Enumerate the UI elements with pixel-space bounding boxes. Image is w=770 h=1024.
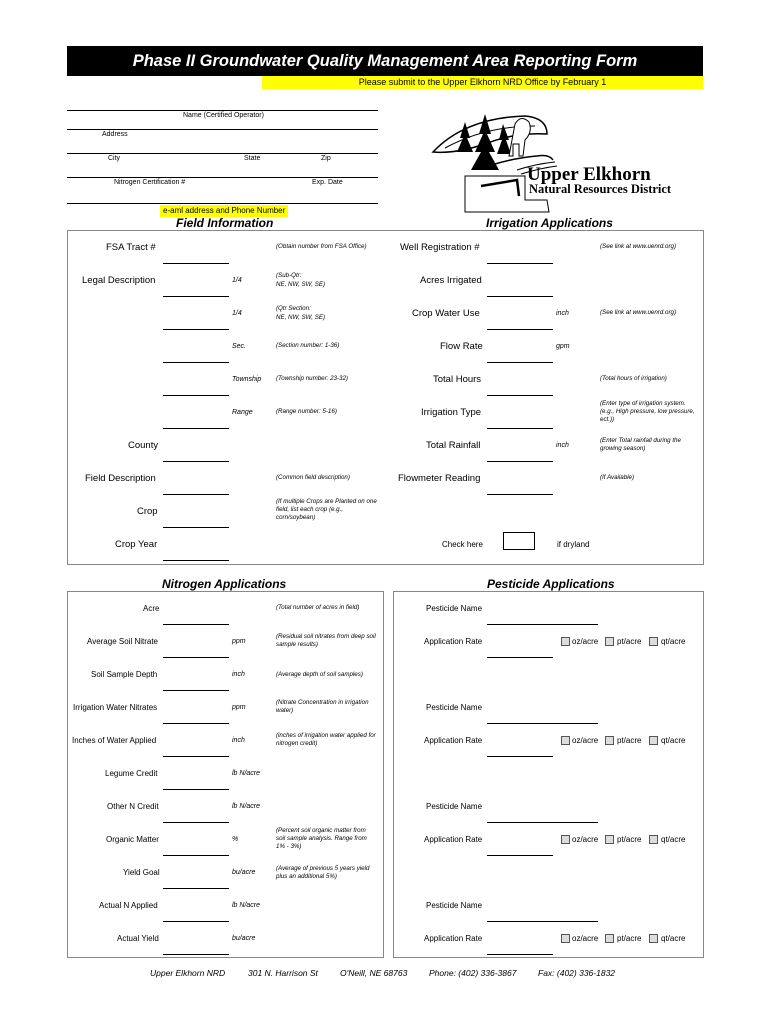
legume-credit-input[interactable] [163,789,229,790]
pt-acre-checkbox[interactable] [605,637,614,646]
total-rainfall-unit: inch [556,442,569,449]
qtr-note-2: NE, NW, SW, SE) [276,314,326,321]
acres-irrigated-input[interactable] [487,296,553,297]
pesticide-name-label: Pesticide Name [426,802,483,811]
fsa-tract-input[interactable] [163,263,229,264]
crop-water-use-note: (See link at www.uenrd.org) [600,309,677,316]
sub-qtr-note-1: (Sub-Qtr: [276,272,302,279]
pesticide-name-label: Pesticide Name [426,703,483,712]
state-label: State [244,155,261,162]
water-nitrates-unit: ppm [232,704,246,711]
pesticide-name-input[interactable] [487,822,598,823]
name-label: Name (Certified Operator) [183,112,264,119]
application-rate-label: Application Rate [424,736,483,745]
application-rate-label: Application Rate [424,835,483,844]
footer-street: 301 N. Harrison St [248,968,318,978]
qt-acre-checkbox[interactable] [649,637,658,646]
oz-acre-label: oz/acre [572,934,599,943]
footer-city: O'Neill, NE 68763 [340,968,408,978]
actual-n-unit: lb N/acre [232,902,261,909]
qt-acre-label: qt/acre [661,835,686,844]
email-line[interactable] [67,203,378,204]
crop-water-use-label: Crop Water Use [412,308,480,319]
field-information-title: Field Information [176,216,274,230]
total-rainfall-label: Total Rainfall [426,440,481,451]
legume-credit-unit: lb N/acre [232,770,261,777]
name-line[interactable] [67,110,378,111]
footer-org: Upper Elkhorn NRD [150,968,226,978]
qtr-unit: 1/4 [232,310,242,317]
water-nitrates-label: Irrigation Water Nitrates [73,703,158,712]
well-registration-note: (See link at www.uenrd.org) [600,243,677,250]
address-label: Address [102,131,128,138]
flow-rate-label: Flow Rate [440,341,483,352]
irrigation-type-note: (Enter type of irrigation system. (e.g., High pressure, low pressure, ect.)) [600,400,695,423]
pesticide-name-input[interactable] [487,723,598,724]
check-here-label: Check here [442,540,483,549]
soil-nitrate-note: (Residual soil nitrates from deep soil sample results) [276,633,376,648]
range-note: (Range number: 5-16) [276,408,337,415]
other-n-credit-unit: lb N/acre [232,803,261,810]
pesticide-name-input[interactable] [487,921,598,922]
organic-matter-unit: % [232,836,239,843]
flowmeter-reading-input[interactable] [487,494,553,495]
yield-goal-input[interactable] [163,888,229,889]
county-input[interactable] [163,461,229,462]
logo-graphic-icon [425,104,695,214]
actual-n-input[interactable] [163,921,229,922]
township-input[interactable] [163,395,229,396]
actual-n-label: Actual N Applied [99,901,158,910]
fsa-tract-label: FSA Tract # [106,242,156,253]
pt-acre-checkbox[interactable] [605,736,614,745]
application-rate-label: Application Rate [424,637,483,646]
nitrogen-applications-title: Nitrogen Applications [162,577,287,591]
pesticide-name-label: Pesticide Name [426,604,483,613]
total-hours-label: Total Hours [433,374,482,385]
yield-goal-label: Yield Goal [123,868,160,877]
oz-acre-checkbox[interactable] [561,736,570,745]
flow-rate-unit: gpm [556,343,570,350]
total-rainfall-input[interactable] [487,461,553,462]
qtr-input[interactable] [163,329,229,330]
range-unit: Range [232,409,253,416]
soil-depth-unit: inch [232,671,245,678]
organic-matter-label: Organic Matter [106,835,159,844]
footer-phone: Phone: (402) 336-3867 [429,968,517,978]
city-line[interactable] [67,153,378,154]
irrigation-type-input[interactable] [487,428,553,429]
water-nitrates-input[interactable] [163,723,229,724]
pesticide-name-label: Pesticide Name [426,901,483,910]
section-unit: Sec. [232,343,247,350]
organic-matter-input[interactable] [163,855,229,856]
actual-yield-label: Actual Yield [117,934,159,943]
water-nitrates-note: (Nitrate Concentration in irrigation water) [276,699,369,714]
oz-acre-checkbox[interactable] [561,637,570,646]
application-rate-input[interactable] [487,954,553,955]
city-label: City [108,155,121,162]
flow-rate-input[interactable] [487,362,553,363]
crop-note: (If multiple Crops are Planted on one field, list each crop (e.g., corn/soybean) [276,498,377,521]
other-n-credit-input[interactable] [163,822,229,823]
logo-name-line2: Natural Resources District [529,182,672,196]
irrigation-applications-title: Irrigation Applications [486,216,613,230]
well-registration-label: Well Registration # [400,242,480,253]
field-description-label: Field Description [85,473,156,484]
soil-nitrate-label: Average Soil Nitrate [87,637,158,646]
qt-acre-checkbox[interactable] [649,835,658,844]
flowmeter-reading-note: (If Available) [600,474,635,481]
organic-matter-note: (Percent soil organic matter from soil sample analysis. Range from 1% - 3%) [276,827,367,850]
pt-acre-checkbox[interactable] [605,835,614,844]
cert-line[interactable] [67,177,378,178]
email-label: e-aml address and Phone Number [160,205,288,217]
irrigation-type-label: Irrigation Type [421,407,482,418]
field-irrigation-box [67,230,704,565]
form-subtitle: Please submit to the Upper Elkhorn NRD Office by February 1 [262,76,703,89]
actual-yield-input[interactable] [163,954,229,955]
other-n-credit-label: Other N Credit [107,802,159,811]
soil-nitrate-input[interactable] [163,657,229,658]
zip-label: Zip [321,155,331,162]
legume-credit-label: Legume Credit [105,769,158,778]
pt-acre-label: pt/acre [617,637,642,646]
form-title: Phase II Groundwater Quality Management Area Reporting Form [67,46,703,76]
oz-acre-checkbox[interactable] [561,835,570,844]
water-applied-label: Inches of Water Applied [72,736,157,745]
application-rate-input[interactable] [487,657,553,658]
oz-acre-label: oz/acre [572,736,599,745]
acres-irrigated-label: Acres Irrigated [420,275,482,286]
water-applied-note: (inches of irrigation water applied for nitrogen credit) [276,732,376,747]
legal-description-label: Legal Description [82,275,156,286]
pt-acre-label: pt/acre [617,934,642,943]
soil-depth-label: Soil Sample Depth [91,670,158,679]
sub-qtr-unit: 1/4 [232,277,242,284]
acre-label: Acre [143,604,160,613]
qt-acre-label: qt/acre [661,934,686,943]
qt-acre-checkbox[interactable] [649,736,658,745]
range-input[interactable] [163,428,229,429]
soil-nitrate-unit: ppm [232,638,246,645]
township-note: (Township number: 23-32) [276,375,348,382]
flowmeter-reading-label: Flowmeter Reading [398,473,481,484]
nrd-logo [425,104,695,214]
section-note: (Section number: 1-36) [276,342,340,349]
soil-depth-note: (Average depth of soil samples) [276,671,363,678]
oz-acre-checkbox[interactable] [561,934,570,943]
crop-water-use-input[interactable] [487,329,553,330]
total-hours-input[interactable] [487,395,553,396]
qtr-note-1: (Qtr Section: [276,305,311,312]
fsa-tract-note: (Obtain number from FSA Office) [276,243,367,250]
water-applied-unit: inch [232,737,245,744]
yield-goal-note: (Average of previous 5 years yield plus an additional 5%) [276,865,370,880]
qt-acre-label: qt/acre [661,736,686,745]
field-description-note: (Common field description) [276,474,350,481]
dryland-checkbox[interactable] [503,532,535,550]
county-label: County [128,440,159,451]
section-input[interactable] [163,362,229,363]
cert-label: Nitrogen Certification # [114,179,186,186]
township-unit: Township [232,376,262,383]
crop-label: Crop [137,506,158,517]
oz-acre-label: oz/acre [572,835,599,844]
pt-acre-label: pt/acre [617,835,642,844]
application-rate-input[interactable] [487,756,553,757]
qt-acre-checkbox[interactable] [649,934,658,943]
crop-input[interactable] [163,527,229,528]
pesticide-applications-title: Pesticide Applications [487,577,615,591]
oz-acre-label: oz/acre [572,637,599,646]
crop-year-label: Crop Year [115,539,158,550]
acre-note: (Total number of acres in field) [276,604,360,611]
crop-year-input[interactable] [163,560,229,561]
field-description-input[interactable] [163,494,229,495]
sub-qtr-input[interactable] [163,296,229,297]
pt-acre-checkbox[interactable] [605,934,614,943]
pesticide-name-input[interactable] [487,624,598,625]
sub-qtr-note-2: NE, NW, SW, SE) [276,281,326,288]
exp-label: Exp. Date [312,179,343,186]
water-applied-input[interactable] [163,756,229,757]
address-line[interactable] [67,129,378,130]
logo-name-line1: Upper Elkhorn [527,164,651,185]
soil-depth-input[interactable] [163,690,229,691]
acre-input[interactable] [163,624,229,625]
footer-fax: Fax: (402) 336-1832 [538,968,616,978]
qt-acre-label: qt/acre [661,637,686,646]
dryland-label: if dryland [557,540,590,549]
total-hours-note: (Total hours of irrigation) [600,375,667,382]
yield-goal-unit: bu/acre [232,869,256,876]
total-rainfall-note: (Enter Total rainfall during the growing season) [600,437,681,452]
actual-yield-unit: bu/acre [232,935,256,942]
application-rate-label: Application Rate [424,934,483,943]
application-rate-input[interactable] [487,855,553,856]
well-registration-input[interactable] [487,263,553,264]
pt-acre-label: pt/acre [617,736,642,745]
crop-water-use-unit: inch [556,310,569,317]
